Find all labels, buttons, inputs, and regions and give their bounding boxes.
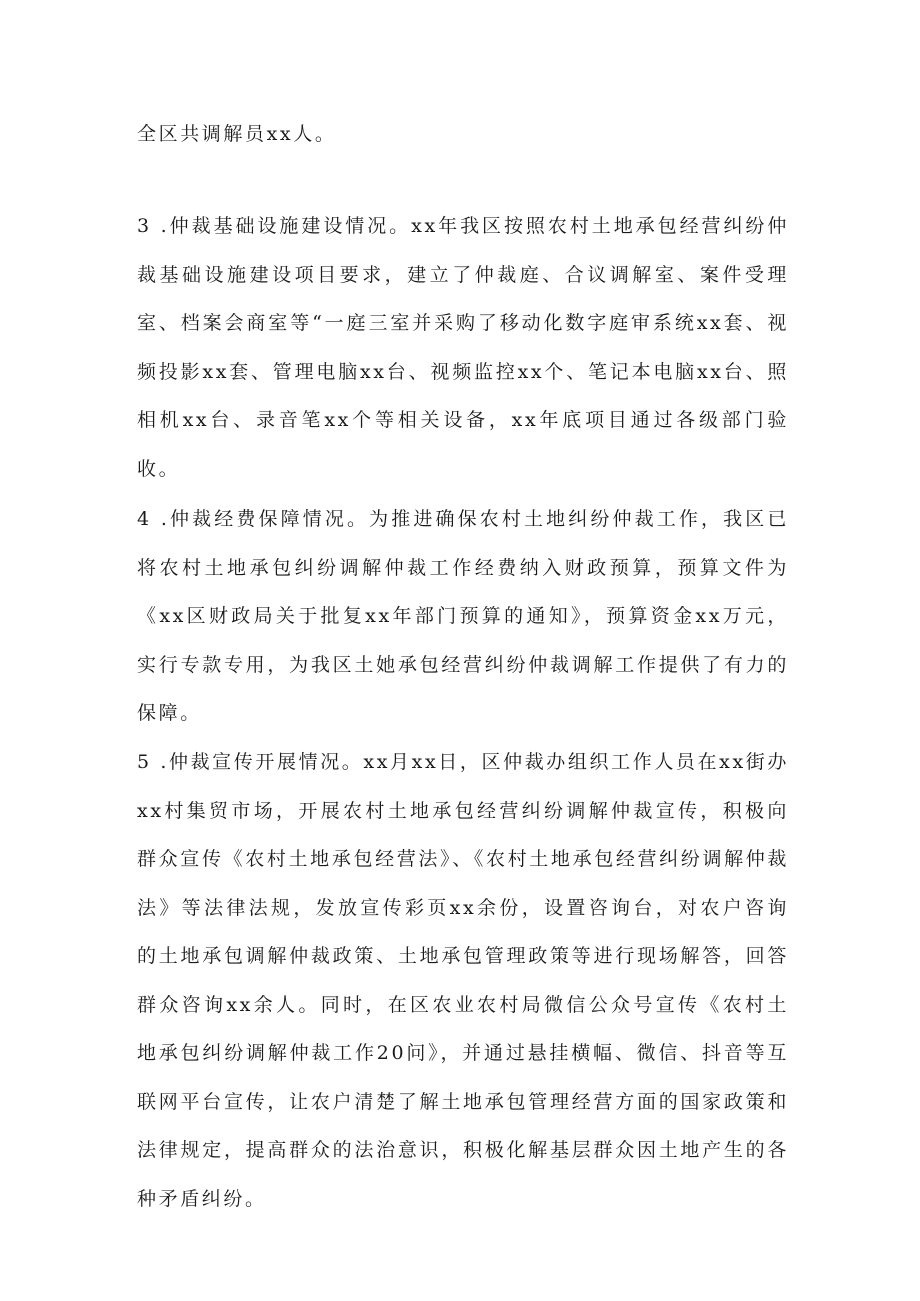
paragraph-arbitration-funding: 4 .仲裁经费保障情况。为推进确保农村土地纠纷仲裁工作，我区已将农村土地承包纠纷调解仲裁工作经费纳入财政预算，预算文件为《xx区财政局关于批复xx年部门预算的通知》，预算资金xx万元，实行专款专用，为我区土她承包经营纠纷仲裁调解工作提供了有力的保障。 xyxy=(137,508,789,724)
paragraph-mediator-count: 全区共调解员xx人。 xyxy=(137,123,337,145)
paragraph-arbitration-publicity: 5 .仲裁宣传开展情况。xx月xx日，区仲裁办组织工作人员在xx街办xx村集贸市场，开展农村土地承包经营纠纷调解仲裁宣传，积极向群众宣传《农村土地承包经营法》、《农村土地承包经营纠纷调解仲裁法》等法律法规，发放宣传彩页xx余份，设置咨询台，对农户咨询的土地承包调解仲裁政策、土地承包管理政策等进行现场解答，回答群众咨询xx余人。同时，在区农业农村局微信公众号宣传《农村土地承包纠纷调解仲裁工作20问》，并通过悬挂横幅、微信、抖音等互联网平台宣传，让农户清楚了解土地承包管理经营方面的国家政策和法律规定，提高群众的法治意识，积极化解基层群众因土地产生的各种矛盾纠纷。 xyxy=(137,751,789,1210)
paragraph-arbitration-facilities: 3 .仲裁基础设施建设情况。xx年我区按照农村土地承包经营纠纷仲裁基础设施建设项目要求，建立了仲裁庭、合议调解室、案件受理室、档案会商室等“一庭三室并采购了移动化数字庭审系统xx套、视频投影xx套、管理电脑xx台、视频监控xx个、笔记本电脑xx台、照相机xx台、录音笔xx个等相关设备，xx年底项目通过各级部门验收。 xyxy=(137,215,789,480)
